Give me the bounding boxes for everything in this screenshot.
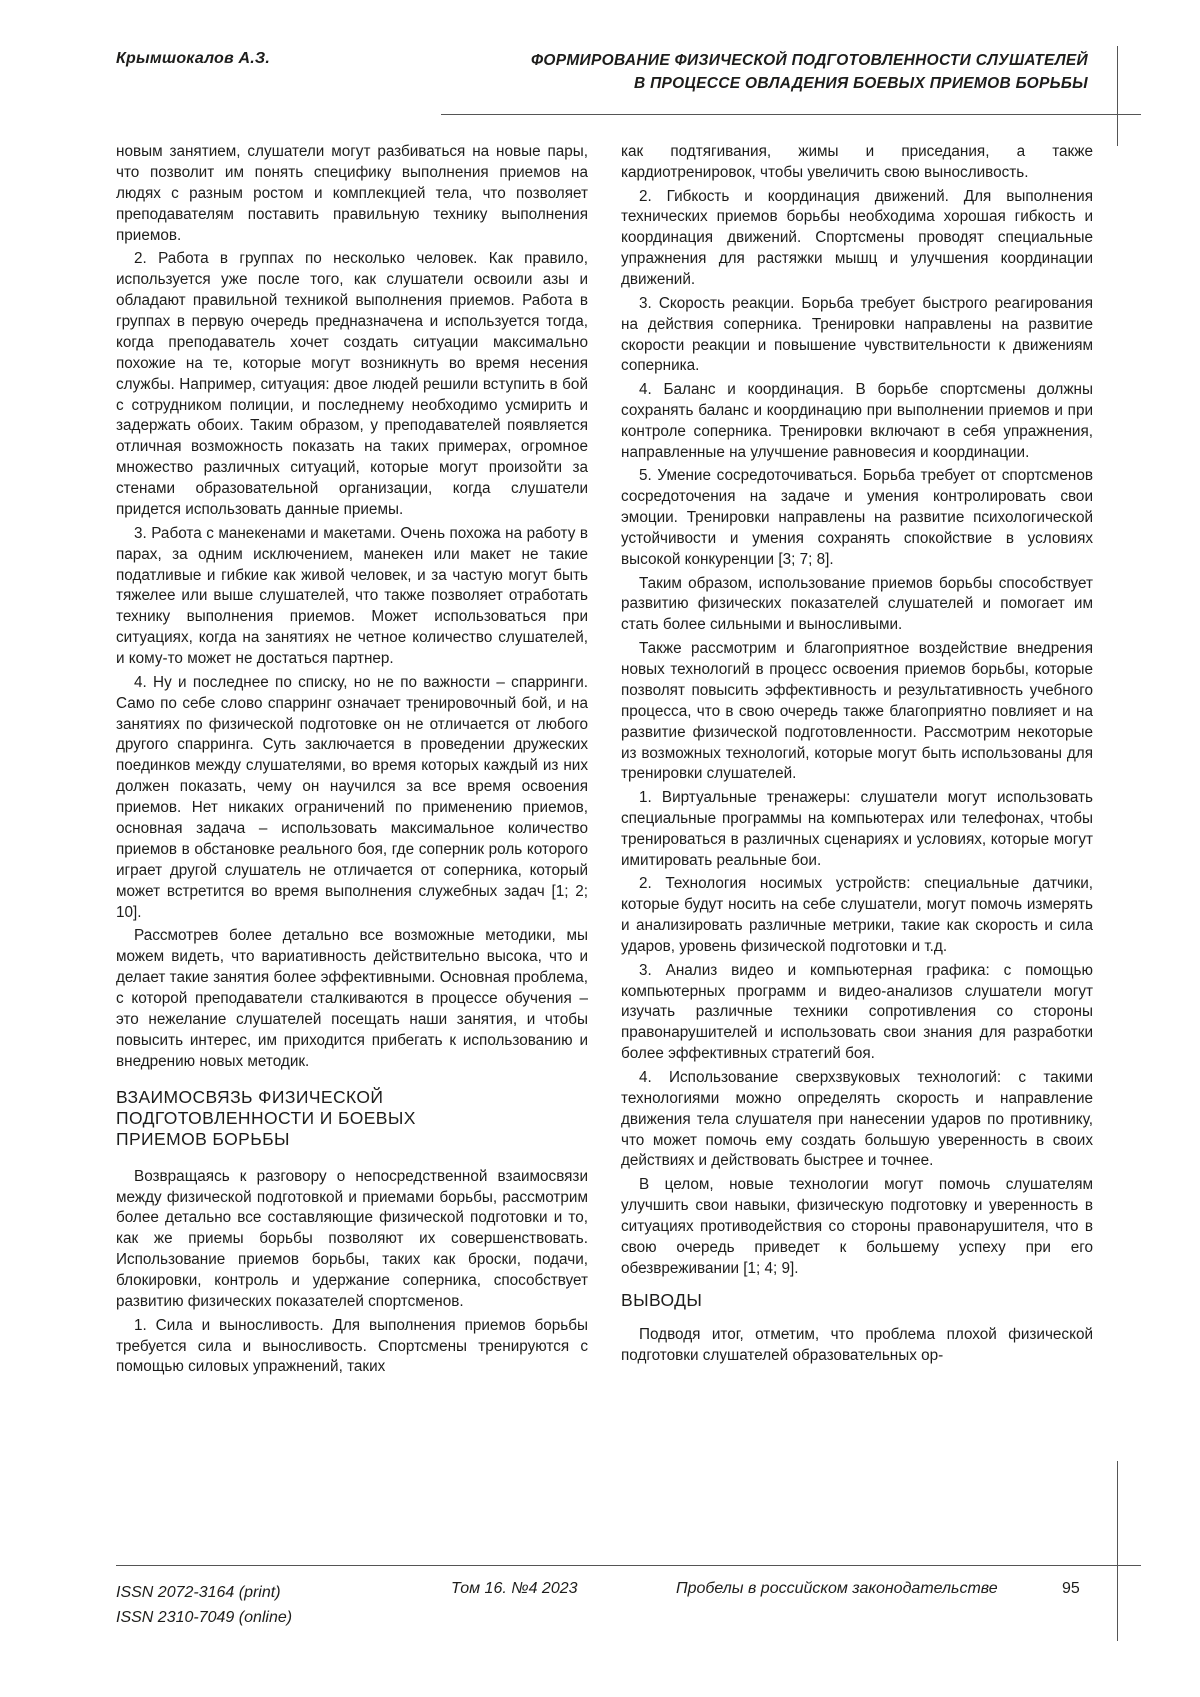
footer-rule bbox=[116, 1565, 1141, 1566]
paragraph: В целом, новые технологии могут помочь слушателям улучшить свои навыки, физическую подготовку и уверенность в ситуациях противодействия со стороны правонарушителя, что в свою очередь приведет к большему успеху при его обезвреживании [1; 4; 9]. bbox=[621, 1176, 1093, 1277]
paragraph: Рассмотрев более детально все возможные методики, мы можем видеть, что вариативность действительно высока, что и делает такие занятия более эффективными. Основная проблема, с которой преподаватели сталкиваются в процессе обучения – это нежелание слушателей посещать наши занятия, и чтобы повысить интерес, им приходится прибегать к использованию и внедрению новых методик. bbox=[116, 927, 588, 1070]
header-vertical-rule bbox=[1117, 46, 1118, 146]
paragraph: 3. Скорость реакции. Борьба требует быстрого реагирования на действия соперника. Тренировки направлены на развитие скорости реакции и повышение чувствительности к движениям соперника. bbox=[621, 294, 1093, 375]
footer-volume: Том 16. №4 2023 bbox=[451, 1580, 578, 1597]
paragraph: 3. Анализ видео и компьютерная графика: с помощью компьютерных программ и видео-анализов слушатели могут изучать различные техники сопротивления со стороны правонарушителей и использовать свои знания для разработки более эффективных стратегий боя. bbox=[621, 961, 1093, 1063]
page-number: 95 bbox=[1062, 1580, 1080, 1597]
section-heading bbox=[116, 1087, 588, 1150]
paragraph: 2. Технология носимых устройств: специальные датчики, которые будут носить на себе слушатели, могут помочь измерять и анализировать различные метрики, такие как скорость и сила ударов, уровень физической подготовки и т.д. bbox=[621, 875, 1093, 956]
paragraph: 4. Баланс и координация. В борьбе спортсмены должны сохранять баланс и координацию при выполнении приемов и при контроле соперника. Тренировки включают в себя упражнения, направленные на улучшение равновесия и координации. bbox=[621, 381, 1093, 461]
paragraph: 4. Использование сверхзвуковых технологий: с такими технологиями можно определять скорость и направление движения тела слушателя при нанесении ударов по противнику, что может помочь ему создать большую уверенность в своих действиях и действовать быстрее и точнее. bbox=[621, 1068, 1093, 1170]
paragraph: Подводя итог, отметим, что проблема плохой физической подготовки слушателей образовательных ор- bbox=[621, 1325, 1093, 1364]
running-header-title-line-1: ФОРМИРОВАНИЕ ФИЗИЧЕСКОЙ ПОДГОТОВЛЕННОСТИ СЛУШАТЕЛЕЙ bbox=[530, 52, 1088, 69]
paragraph: 1. Сила и выносливость. Для выполнения приемов борьбы требуется сила и выносливость. Спортсмены тренируются с помощью силовых упражнений, таких bbox=[116, 1316, 588, 1376]
section-heading-line-2: ПОДГОТОВЛЕННОСТИ И БОЕВЫХ bbox=[116, 1107, 416, 1128]
paragraph: 2. Гибкость и координация движений. Для выполнения технических приемов борьбы необходима хорошая гибкость и координация движений. Спортсмены проводят специальные упражнения для растяжки мышц и улучшения координации движений. bbox=[621, 187, 1093, 289]
right-column bbox=[621, 142, 1093, 1369]
paragraph: 2. Работа в группах по несколько человек. Как правило, используется уже после того, как слушатели освоили азы и обладают правильной техникой выполнения приемов. Работа в группах в первую очередь предназначена и используется тогда, когда преподаватель хочет создать ситуации максимально похожие на те, которые могут возникнуть во время несения службы. Например, ситуация: двое людей решили вступить в бой с сотрудником полиции, и последнему необходимо усмирить и задержать обоих. Таким образом, у преподавателей появляется отличная возможность показать на таких примерах, огромное множество различных ситуаций, которые могут произойти за стенами образовательной организации, когда слушатели придется использовать данные приемы. bbox=[116, 250, 588, 519]
paragraph: 3. Работа с манекенами и макетами. Очень похожа на работу в парах, за одним исключением, манекен или макет не такие податливые и гибкие как живой человек, и за частую могут быть тяжелее или выше слушателей, что также позволяет отработать технику выполнения приемов. Может использоваться при ситуациях, когда на занятиях не четное количество слушателей, и кому-то может не достаться партнер. bbox=[116, 524, 588, 668]
paragraph: 5. Умение сосредоточиваться. Борьба требует от спортсменов сосредоточения на задаче и умения контролировать свои эмоции. Тренировки направлены на развитие психологической устойчивости и умения сохранять спокойствие в условиях высокой конкуренции [3; 7; 8]. bbox=[621, 467, 1093, 568]
running-header-title-line-2: В ПРОЦЕССЕ ОВЛАДЕНИЯ БОЕВЫХ ПРИЕМОВ БОРЬБЫ bbox=[633, 75, 1088, 92]
paragraph: 1. Виртуальные тренажеры: слушатели могут использовать специальные программы на компьютерах или телефонах, чтобы тренироваться в различных сценариях и условиях, которые могут имитировать реальные бои. bbox=[621, 789, 1093, 869]
paragraph: новым занятием, слушатели могут разбиваться на новые пары, что позволит им понять специфику выполнения приемов на людях с разным ростом и комплекцией тела, что позволяет преподавателям поставить правильную технику выполнения приемов. bbox=[116, 143, 588, 244]
left-column bbox=[116, 142, 588, 1381]
running-header-title bbox=[388, 49, 1088, 95]
section-heading-line-3: ПРИЕМОВ БОРЬБЫ bbox=[116, 1128, 290, 1149]
section-heading-line-1: ВЗАИМОСВЯЗЬ ФИЗИЧЕСКОЙ bbox=[116, 1086, 384, 1107]
footer-issn-print: ISSN 2072-3164 (print) bbox=[116, 1584, 281, 1601]
footer-issn bbox=[116, 1580, 292, 1630]
running-header-author: Крымшокалов А.З. bbox=[116, 50, 271, 67]
paragraph: Также рассмотрим и благоприятное воздействие внедрения новых технологий в процесс освоения приемов борьбы, которые позволят повысить эффективность и результативность учебного процесса, что в свою очередь также благоприятно повлияет и на развитие физической подготовленности. Рассмотрим некоторые из возможных технологий, которые могут быть использованы для тренировки слушателей. bbox=[621, 639, 1093, 783]
paragraph: 4. Ну и последнее по списку, но не по важности – спарринги. Само по себе слово спарринг означает тренировочный бой, и на занятиях по физической подготовке он не отличается от любого другого спарринга. Суть заключается в проведении дружеских поединков между слушателями, во время которых каждый из них должен показать, чему он научился за все время освоения приемов. Нет никаких ограничений по применению приемов, основная задача – использовать максимальное количество приемов в обстановке реального боя, где соперник роль которого играет другой слушатель не отличается от соперника, который может встретится во время выполнения служебных задач [1; 2; 10]. bbox=[116, 673, 588, 921]
section-heading-conclusions: ВЫВОДЫ bbox=[621, 1289, 703, 1310]
paragraph: как подтягивания, жимы и приседания, а также кардиотренировок, чтобы увеличить свою выносливость. bbox=[621, 143, 1093, 181]
header-rule bbox=[441, 114, 1141, 115]
margin-vertical-rule bbox=[1117, 1461, 1118, 1641]
paragraph: Возвращаясь к разговору о непосредственной взаимосвязи между физической подготовкой и приемами борьбы, рассмотрим более детально все составляющие физической подготовки и то, как же приемы борьбы позволяют их совершенствовать. Использование приемов борьбы, таких как броски, подачи, блокировки, контроль и удержание соперника, способствует развитию физических показателей спортсменов. bbox=[116, 1167, 588, 1311]
footer-journal-title: Пробелы в российском законодательстве bbox=[676, 1580, 998, 1597]
paragraph: Таким образом, использование приемов борьбы способствует развитию физических показателей слушателей и помогает им стать более сильными и выносливыми. bbox=[621, 574, 1093, 634]
footer-issn-online: ISSN 2310-7049 (online) bbox=[116, 1609, 293, 1626]
